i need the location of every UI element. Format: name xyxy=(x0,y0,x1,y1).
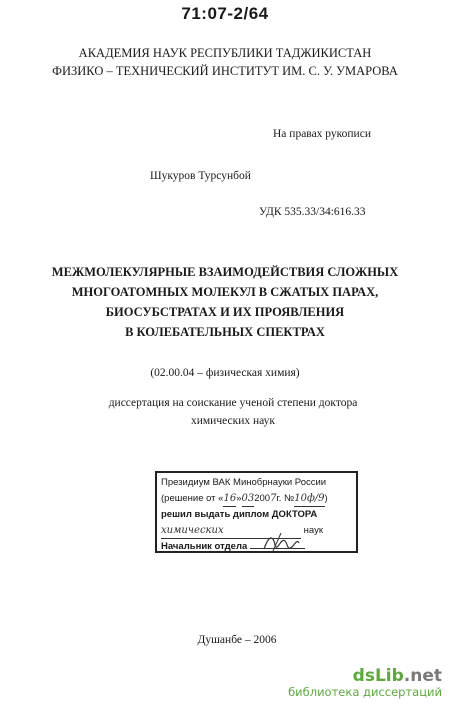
title-line: БИОСУБСТРАТАХ И ИХ ПРОЯВЛЕНИЯ xyxy=(105,305,345,319)
signature-icon xyxy=(261,531,301,555)
stamp-month: 03 xyxy=(242,491,255,508)
stamp-decision-prefix: (решение от « xyxy=(161,492,224,504)
institute-name: ФИЗИКО – ТЕХНИЧЕСКИЙ ИНСТИТУТ ИМ. С. У. УМАРОВА xyxy=(52,64,398,78)
academy-name: АКАДЕМИЯ НАУК РЕСПУБЛИКИ ТАДЖИКИСТАН xyxy=(78,46,372,60)
watermark-brand-b: .net xyxy=(403,666,442,686)
specialty-code: (02.00.04 – физическая химия) xyxy=(150,367,300,379)
stamp-line-1: Президиум ВАК Минобрнауки России xyxy=(161,477,327,488)
udc-code: УДК 535.33/34:616.33 xyxy=(259,206,366,218)
rights-note: На правах рукописи xyxy=(273,128,371,140)
archive-code: 71:07-2/64 xyxy=(181,4,269,23)
vak-stamp xyxy=(155,471,358,553)
city-year: Душанбе – 2006 xyxy=(197,634,277,646)
dissertation-title xyxy=(0,262,450,342)
degree-line-1: диссертация на соискание ученой степени доктора xyxy=(108,397,358,409)
stamp-line-5 xyxy=(161,539,352,555)
title-line: МЕЖМОЛЕКУЛЯРНЫЕ ВЗАИМОДЕЙСТВИЯ СЛОЖНЫХ xyxy=(51,265,399,279)
stamp-number-prefix: г. № xyxy=(276,492,295,504)
watermark-brand xyxy=(288,667,442,685)
stamp-year-prefix: 200 xyxy=(254,492,271,504)
stamp-science-handwritten: химических xyxy=(161,523,301,540)
watermark-brand-a: dsLib xyxy=(352,666,404,686)
title-line: В КОЛЕБАТЕЛЬНЫХ СПЕКТРАХ xyxy=(125,325,325,339)
stamp-decision-suffix: ) xyxy=(324,492,328,504)
stamp-day: 16 xyxy=(223,491,236,508)
stamp-head-label: Начальник отдела xyxy=(161,541,248,552)
stamp-line-3: решил выдать диплом ДОКТОРА xyxy=(161,509,318,520)
stamp-line-2 xyxy=(161,491,352,508)
watermark xyxy=(288,667,442,699)
degree-line-2: химических наук xyxy=(191,415,275,427)
author-name: Шукуров Турсунбой xyxy=(150,170,251,182)
stamp-line-4 xyxy=(161,523,352,540)
stamp-number: 10ф/9 xyxy=(294,491,324,508)
title-line: МНОГОАТОМНЫХ МОЛЕКУЛ В СЖАТЫХ ПАРАХ, xyxy=(71,285,379,299)
stamp-quote: » xyxy=(236,492,242,504)
watermark-subtitle: библиотека диссертаций xyxy=(288,685,442,699)
stamp-year-digit: 7 xyxy=(270,492,277,504)
stamp-science-suffix: наук xyxy=(303,524,323,536)
